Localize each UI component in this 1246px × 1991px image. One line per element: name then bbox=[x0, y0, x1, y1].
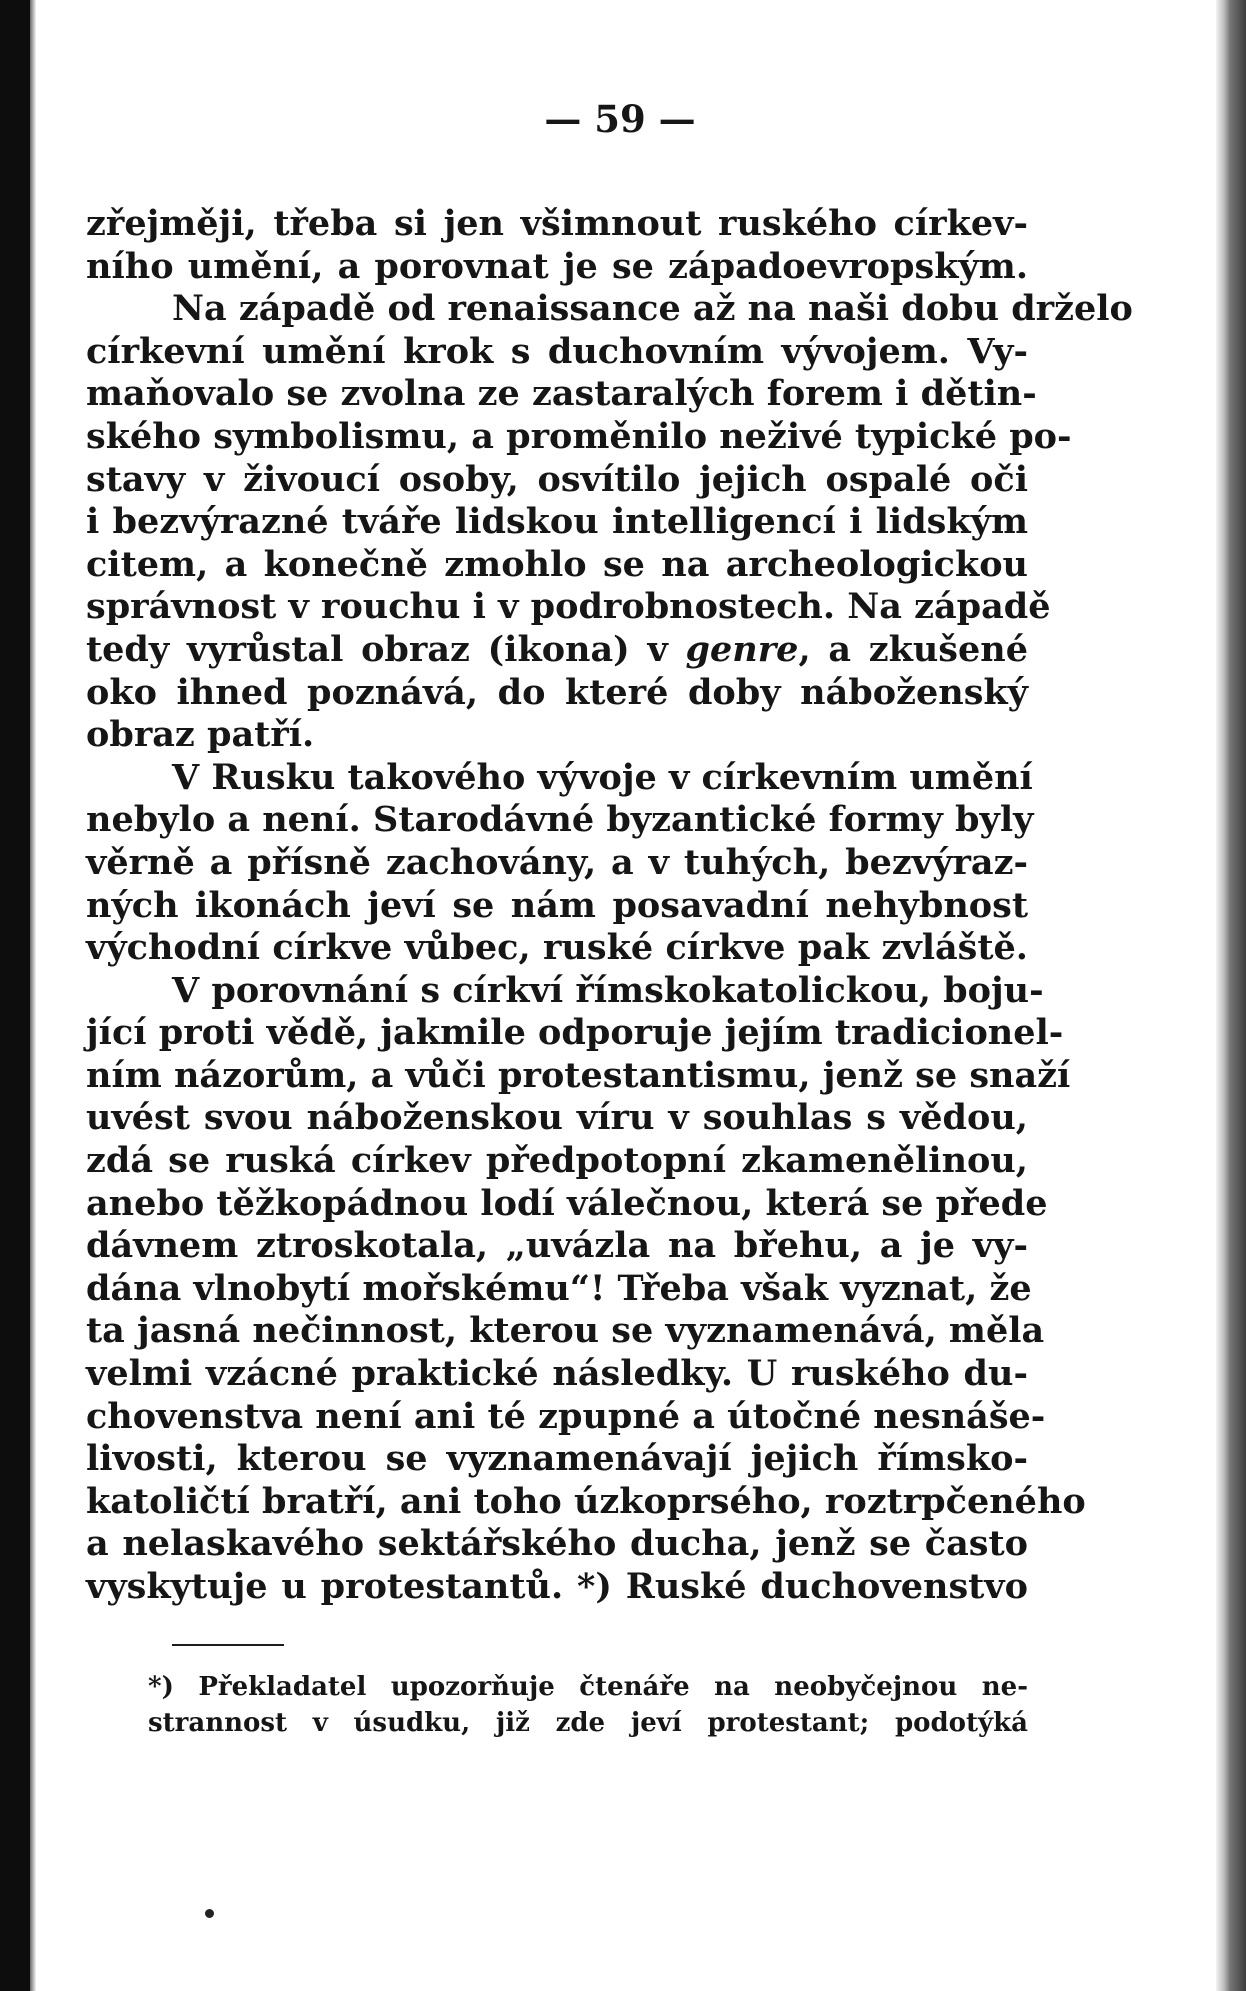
text-line: katoličtí bratří, ani toho úzkoprsého, roztrpčeného bbox=[86, 1480, 1086, 1522]
text-line: správnost v rouchu i v podrobnostech. Na západě bbox=[86, 586, 1051, 628]
text-line: stavy v živoucí osoby, osvítilo jejich ospalé oči bbox=[86, 458, 1028, 500]
text-line: velmi vzácné praktické následky. U ruského du- bbox=[86, 1353, 1028, 1395]
footnote-line: *) Překladatel upozorňuje čtenáře na neobyčejnou ne- bbox=[148, 1672, 1028, 1702]
text-line: církevní umění krok s duchovním vývojem. Vy- bbox=[86, 330, 1028, 372]
text-line: obraz patří. bbox=[86, 714, 315, 756]
text-line: zdá se ruská církev předpotopní zkamenělinou, bbox=[86, 1140, 1028, 1182]
text-line: dávnem ztroskotala, „uvázla na břehu, a je vy- bbox=[86, 1225, 1028, 1267]
text-line: jící proti vědě, jakmile odporuje jejím tradicionel- bbox=[86, 1012, 1064, 1054]
ink-speck bbox=[205, 1909, 214, 1918]
body-text bbox=[86, 203, 1133, 1609]
text-line: ním názorům, a vůči protestantismu, jenž se snaží bbox=[86, 1054, 1071, 1096]
text-line: tedy vyrůstal obraz (ikona) v genre, a zkušené bbox=[86, 628, 1028, 670]
book-binding-shadow bbox=[0, 0, 30, 1991]
text-line: livosti, kterou se vyznamenávají jejich římsko- bbox=[86, 1438, 1028, 1480]
text-line: věrně a přísně zachovány, a v tuhých, bezvýraz- bbox=[86, 841, 1028, 883]
text-line: citem, a konečně zmohlo se na archeologickou bbox=[86, 543, 1028, 585]
text-line: zřejměji, třeba si jen všimnout ruského církev- bbox=[86, 203, 1028, 244]
text-line: i bezvýrazné tváře lidskou intelligencí i lidským bbox=[86, 501, 1028, 543]
text-line: uvést svou náboženskou víru v souhlas s vědou, bbox=[86, 1097, 1028, 1139]
text-line: Na západě od renaissance až na naši dobu drželo bbox=[172, 288, 1133, 330]
text-line: nebylo a není. Starodávné byzantické formy byly bbox=[86, 799, 1034, 841]
page-right-edge bbox=[1216, 0, 1246, 1991]
text-line: ta jasná nečinnost, kterou se vyznamenává, měla bbox=[86, 1310, 1045, 1352]
footnote bbox=[148, 1669, 1028, 1741]
text-line: a nelaskavého sektářského ducha, jenž se často bbox=[86, 1523, 1028, 1565]
text-line: oko ihned poznává, do které doby náboženský bbox=[86, 671, 1028, 713]
text-line: anebo těžkopádnou lodí válečnou, která se přede bbox=[86, 1182, 1048, 1224]
text-line: ního umění, a porovnat je se západoevropským. bbox=[86, 245, 1028, 287]
text-line: V Rusku takového vývoje v církevním umění bbox=[172, 756, 1033, 798]
text-line: maňovalo se zvolna ze zastaralých forem i dětin- bbox=[86, 373, 1037, 415]
page-number: — 59 — bbox=[544, 97, 696, 141]
text-line: chovenstva není ani té zpupné a útočné nesnáše- bbox=[86, 1395, 1046, 1437]
footnote-line: strannost v úsudku, již zde jeví protestant; podotýká bbox=[148, 1708, 1028, 1738]
italic-word: genre bbox=[685, 628, 799, 670]
text-line: vyskytuje u protestantů. *) Ruské duchovenstvo bbox=[86, 1566, 1028, 1607]
footnote-separator bbox=[172, 1644, 284, 1646]
text-line: dána vlnobytí mořskému“! Třeba však vyznat, že bbox=[86, 1267, 1032, 1309]
text-line: ných ikonách jeví se nám posavadní nehybnost bbox=[86, 884, 1028, 926]
text-line: ského symbolismu, a proměnilo neživé typické po- bbox=[86, 415, 1072, 457]
page-gutter bbox=[30, 0, 36, 1991]
text-line: východní církve vůbec, ruské církve pak zvláště. bbox=[86, 927, 1028, 969]
text-line: V porovnání s církví římskokatolickou, boju- bbox=[172, 969, 1044, 1011]
